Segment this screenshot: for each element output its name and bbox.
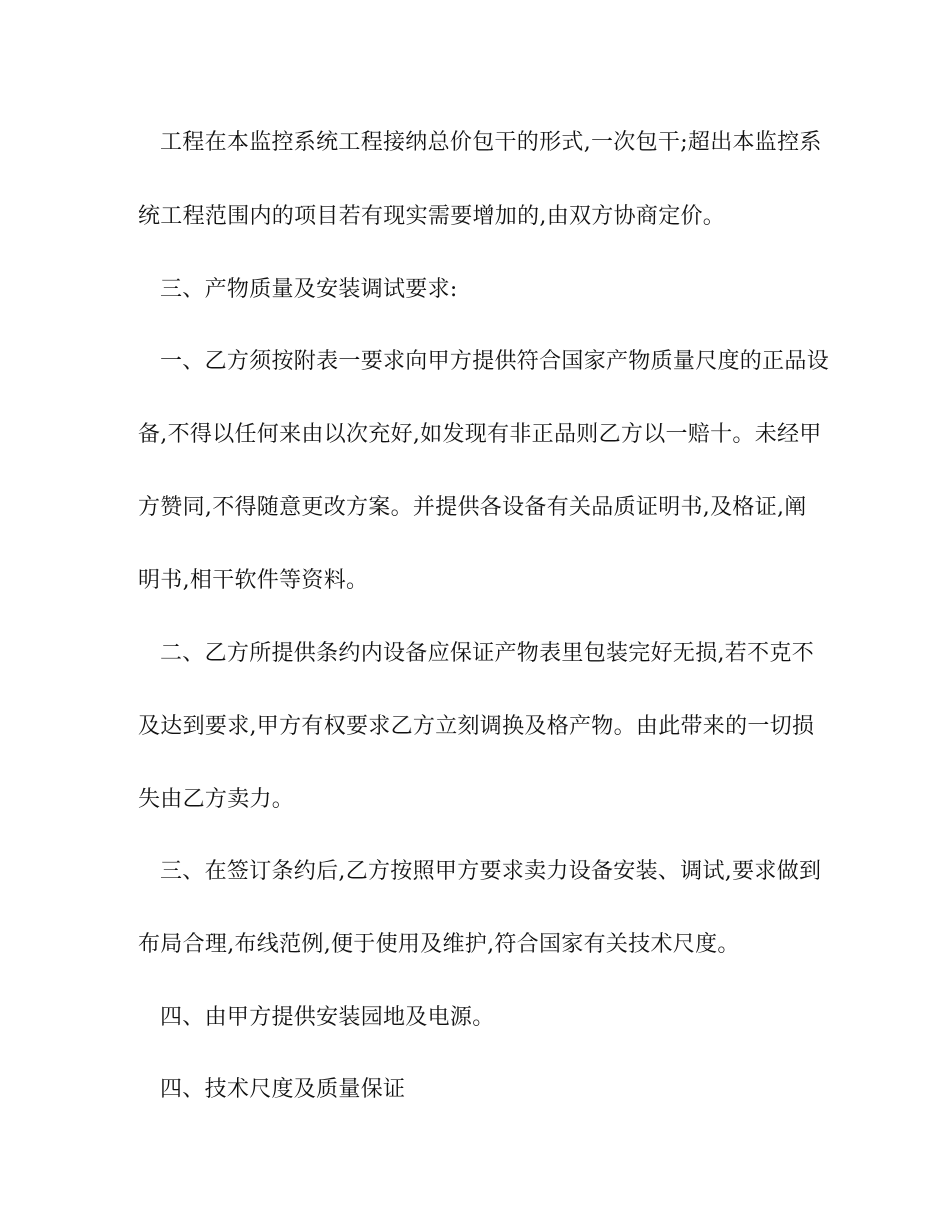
- paragraph-line: 二、乙方所提供条约内设备应保证产物表里包装完好无损,若不克不: [160, 641, 814, 666]
- paragraph-line: 备,不得以任何来由以次充好,如发现有非正品则乙方以一赔十。未经甲: [138, 422, 822, 447]
- paragraph-line: 一、乙方须按附表一要求向甲方提供符合国家产物质量尺度的正品设: [160, 349, 830, 374]
- paragraph-line: 工程在本监控系统工程接纳总价包干的形式,一次包干;超出本监控系: [160, 130, 822, 155]
- paragraph-line: 四、由甲方提供安装园地及电源。: [160, 1005, 495, 1030]
- section-heading: 三、产物质量及安装调试要求:: [160, 277, 458, 302]
- paragraph-line: 明书,相干软件等资料。: [138, 568, 369, 593]
- paragraph-line: 布局合理,布线范例,便于使用及维护,符合国家有关技术尺度。: [138, 932, 740, 957]
- section-heading: 四、技术尺度及质量保证: [160, 1077, 406, 1102]
- paragraph-line: 统工程范围内的项目若有现实需要增加的,由双方协商定价。: [138, 204, 726, 229]
- paragraph-line: 失由乙方卖力。: [138, 787, 295, 812]
- paragraph-line: 及达到要求,甲方有权要求乙方立刻调换及格产物。由此带来的一切损: [138, 714, 815, 739]
- paragraph-line: 方赞同,不得随意更改方案。并提供各设备有关品质证明书,及格证,阐: [138, 495, 807, 520]
- paragraph-line: 三、在签订条约后,乙方按照甲方要求卖力设备安装、调试,要求做到: [160, 859, 822, 884]
